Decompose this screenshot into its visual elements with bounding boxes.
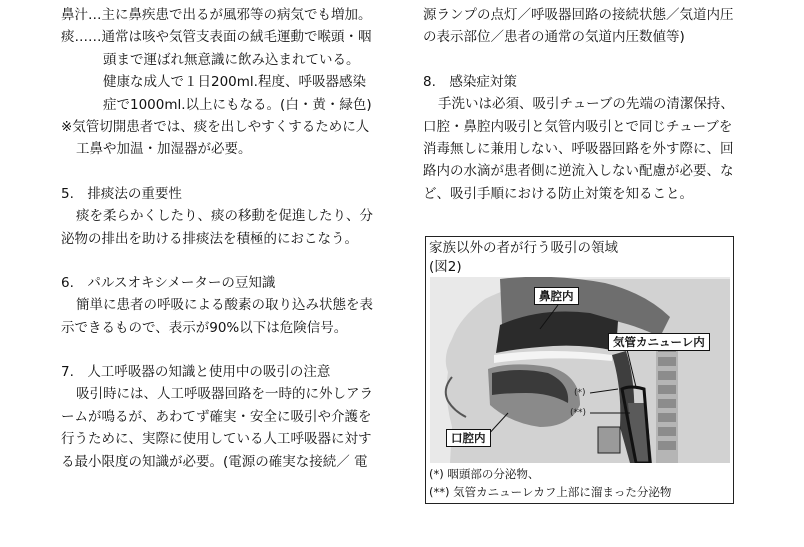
section-8-title: 8. 感染症対策 — [423, 73, 517, 90]
right-column — [423, 4, 749, 205]
left-column — [61, 4, 381, 473]
text-line: ームが鳴るが、あわてず確実・安全に吸引や介護を — [61, 408, 372, 425]
figure-title: 家族以外の者が行う吸引の領域 — [429, 240, 618, 256]
label-tracheal-cannula: 気管カニューレ内 — [608, 333, 710, 351]
text-line: 口腔・鼻腔内吸引と気管内吸引とで同じチューブを — [423, 118, 733, 135]
text-line: 工鼻や加温・加湿器が必要。 — [76, 141, 252, 158]
text-line: 簡単に患者の呼吸による酸素の取り込み状態を表 — [76, 297, 373, 314]
text-line: 症で1000ml.以上にもなる。(白・黄・緑色) — [103, 96, 372, 113]
text-line: 示できるもので、表示が90%以下は危険信号。 — [61, 319, 348, 336]
text-line: 鼻汁…主に鼻疾患で出るが風邪等の病気でも増加。 — [61, 7, 372, 23]
text-line: 痰を柔らかくしたり、痰の移動を促進したり、分 — [76, 208, 373, 225]
text-line: 路内の水滴が患者側に逆流入しない配慮が必要、な — [423, 163, 734, 180]
text-line: 行うために、実際に使用している人工呼吸器に対す — [61, 431, 372, 448]
text-line: 泌物の排出を助ける排痰法を積極的におこなう。 — [61, 230, 358, 247]
text-line: ※気管切開患者では、痰を出しやすくするために人 — [61, 118, 370, 135]
text-line: ど、吸引手順における防止対策を知ること。 — [423, 185, 693, 202]
text-line: る最小限度の知識が必要。(電源の確実な接続／ 電 — [61, 453, 368, 470]
text-line: 源ランプの点灯／呼吸器回路の接続状態／気道内圧 — [423, 7, 734, 23]
text-line: の表示部位／患者の通常の気道内圧数値等) — [423, 29, 685, 46]
section-7-title: 7. 人工呼吸器の知識と使用中の吸引の注意 — [61, 364, 331, 381]
label-nasal-cavity: 鼻腔内 — [534, 287, 579, 305]
label-oral-cavity: 口腔内 — [446, 429, 491, 447]
text-line: 頭まで運ばれ無意識に飲み込まれている。 — [103, 51, 360, 68]
text-line: 吸引時には、人工呼吸器回路を一時的に外しアラ — [76, 386, 373, 403]
text-line: 健康な成人で１日200ml.程度、呼吸器感染 — [103, 74, 366, 91]
figure-box — [425, 236, 734, 504]
figure-note-1: (*) 咽頭部の分泌物、 — [429, 467, 540, 481]
text-line: 痰……通常は咳や気管支表面の絨毛運動で喉頭・咽 — [61, 29, 372, 46]
section-6-title: 6. パルスオキシメーターの豆知識 — [61, 274, 276, 291]
marker-cuff: (**) — [570, 408, 587, 418]
marker-pharynx: (*) — [574, 388, 586, 398]
text-line: 消毒無しに兼用しない、呼吸器回路を外す際に、回 — [423, 140, 734, 157]
figure-note-2: (**) 気管カニューレカフ上部に溜まった分泌物 — [429, 485, 672, 499]
figure-number: (図2) — [429, 259, 462, 275]
text-line: 手洗いは必須、吸引チューブの先端の清潔保持、 — [438, 96, 734, 113]
section-5-title: 5. 排痰法の重要性 — [61, 185, 182, 202]
